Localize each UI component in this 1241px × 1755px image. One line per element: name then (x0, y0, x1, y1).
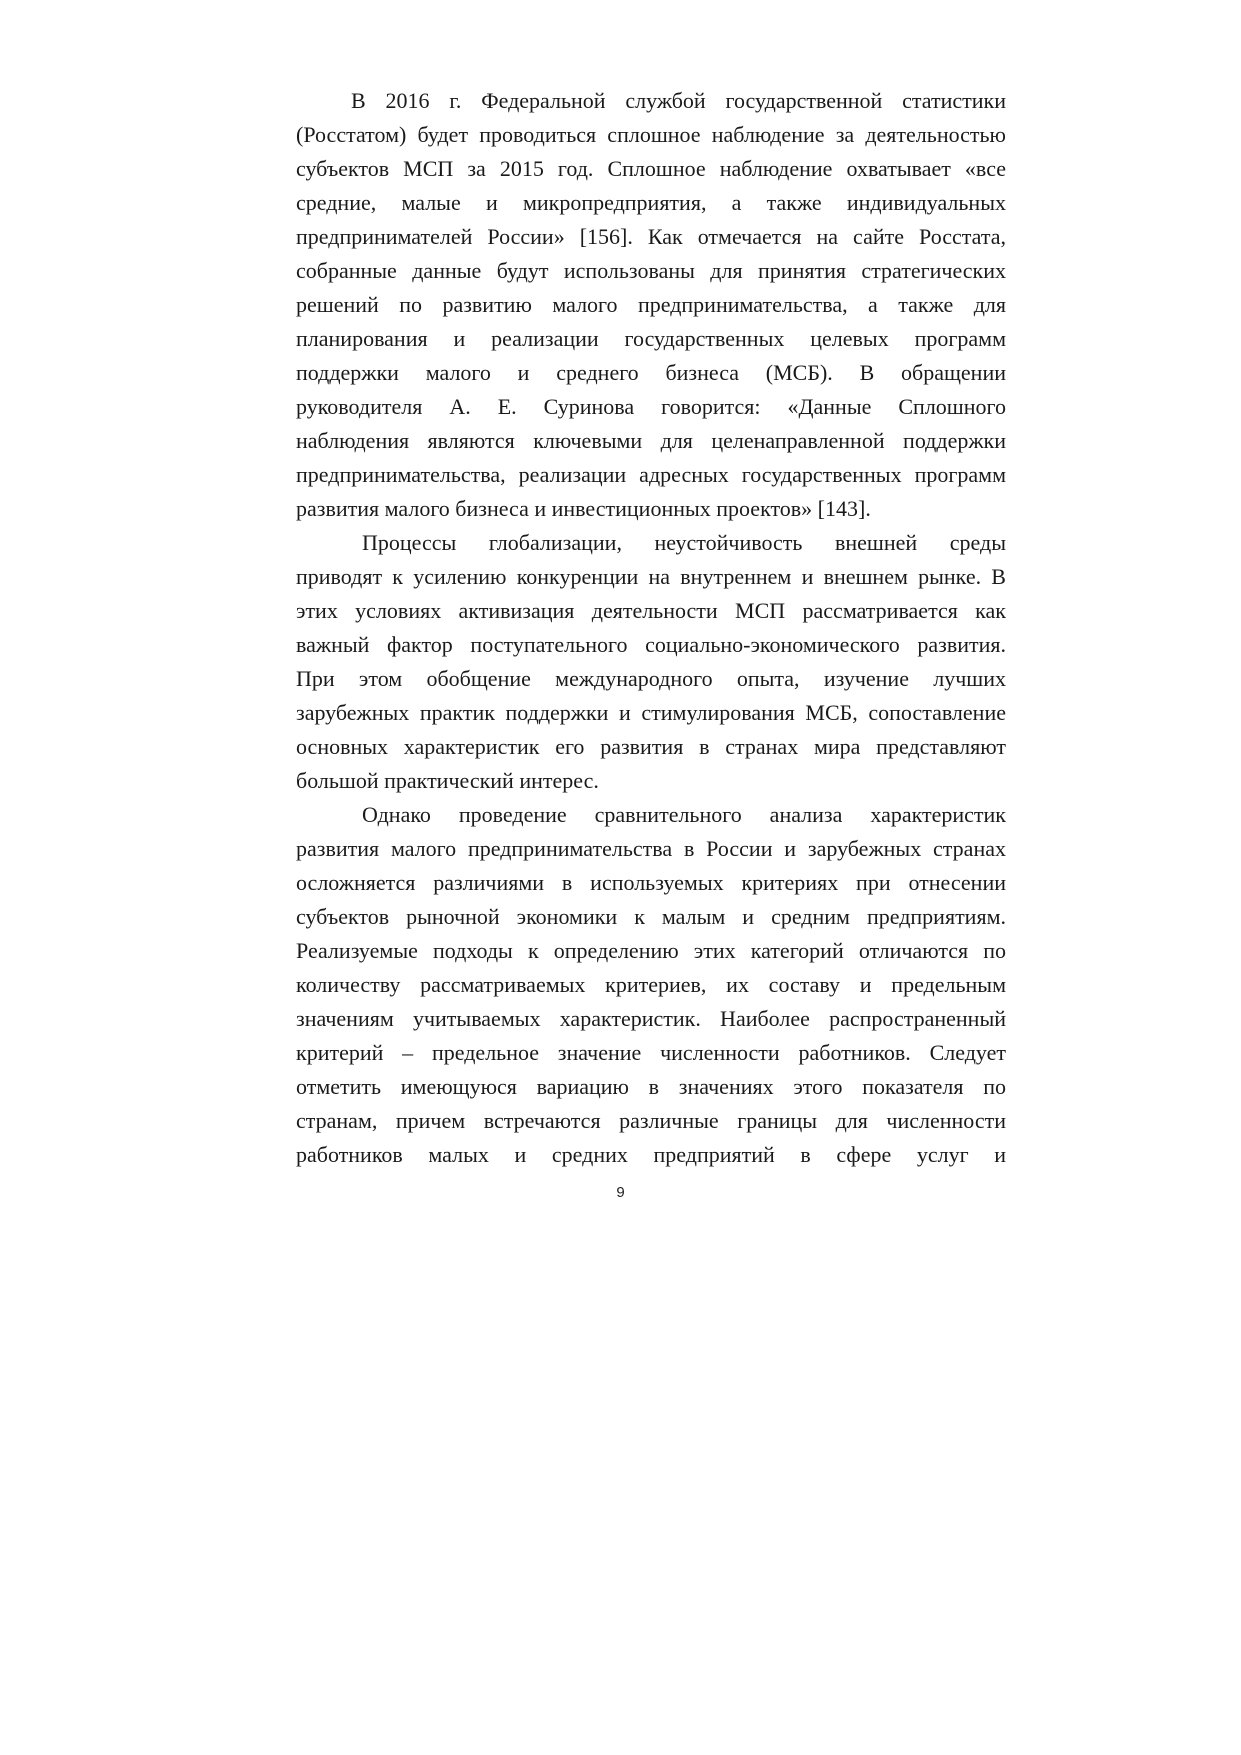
text-line: зарубежных практик поддержки и стимулирования МСБ, сопоставление (296, 700, 1006, 725)
paragraph-3 (296, 798, 1006, 1172)
text-line: планирования и реализации государственных целевых программ (296, 326, 1006, 351)
text-line: приводят к усилению конкуренции на внутреннем и внешнем рынке. В (296, 564, 1006, 589)
text-line: количеству рассматриваемых критериев, их составу и предельным (296, 972, 1006, 997)
text-line: наблюдения являются ключевыми для целенаправленной поддержки (296, 428, 1006, 453)
text-line: большой практический интерес. (296, 768, 599, 793)
text-line: средние, малые и микропредприятия, а также индивидуальных (296, 190, 1006, 215)
text-line: В 2016 г. Федеральной службой государственной статистики (351, 88, 1006, 113)
text-line: значениям учитываемых характеристик. Наиболее распространенный (296, 1006, 1006, 1031)
body-text (296, 84, 1006, 1172)
page-number: 9 (616, 1184, 625, 1201)
text-line: Однако проведение сравнительного анализа характеристик (362, 802, 1006, 827)
text-line: работников малых и средних предприятий в сфере услуг и (296, 1142, 1006, 1167)
text-line: важный фактор поступательного социально-экономического развития. (296, 632, 1006, 657)
text-line: При этом обобщение международного опыта, изучение лучших (296, 666, 1006, 691)
text-line: предпринимательства, реализации адресных государственных программ (296, 462, 1006, 487)
text-line: развития малого предпринимательства в России и зарубежных странах (296, 836, 1006, 861)
paragraph-2 (296, 526, 1006, 798)
text-line: осложняется различиями в используемых критериях при отнесении (296, 870, 1006, 895)
text-line: (Росстатом) будет проводиться сплошное наблюдение за деятельностью (296, 122, 1006, 147)
text-line: этих условиях активизация деятельности МСП рассматривается как (296, 598, 1006, 623)
text-line: решений по развитию малого предпринимательства, а также для (296, 292, 1006, 317)
text-line: развития малого бизнеса и инвестиционных проектов» [143]. (296, 496, 871, 521)
text-line: руководителя А. Е. Суринова говорится: «Данные Сплошного (296, 394, 1006, 419)
text-line: странам, причем встречаются различные границы для численности (296, 1108, 1006, 1133)
paragraph-1 (296, 84, 1006, 526)
text-line: предпринимателей России» [156]. Как отмечается на сайте Росстата, (296, 224, 1006, 249)
text-line: собранные данные будут использованы для принятия стратегических (296, 258, 1006, 283)
text-line: субъектов МСП за 2015 год. Сплошное наблюдение охватывает «все (296, 156, 1006, 181)
text-line: отметить имеющуюся вариацию в значениях этого показателя по (296, 1074, 1006, 1099)
text-line: поддержки малого и среднего бизнеса (МСБ). В обращении (296, 360, 1006, 385)
text-line: критерий – предельное значение численности работников. Следует (296, 1040, 1006, 1065)
text-line: основных характеристик его развития в странах мира представляют (296, 734, 1006, 759)
text-line: Реализуемые подходы к определению этих категорий отличаются по (296, 938, 1006, 963)
text-line: Процессы глобализации, неустойчивость внешней среды (362, 530, 1006, 555)
text-line: субъектов рыночной экономики к малым и средним предприятиям. (296, 904, 1006, 929)
